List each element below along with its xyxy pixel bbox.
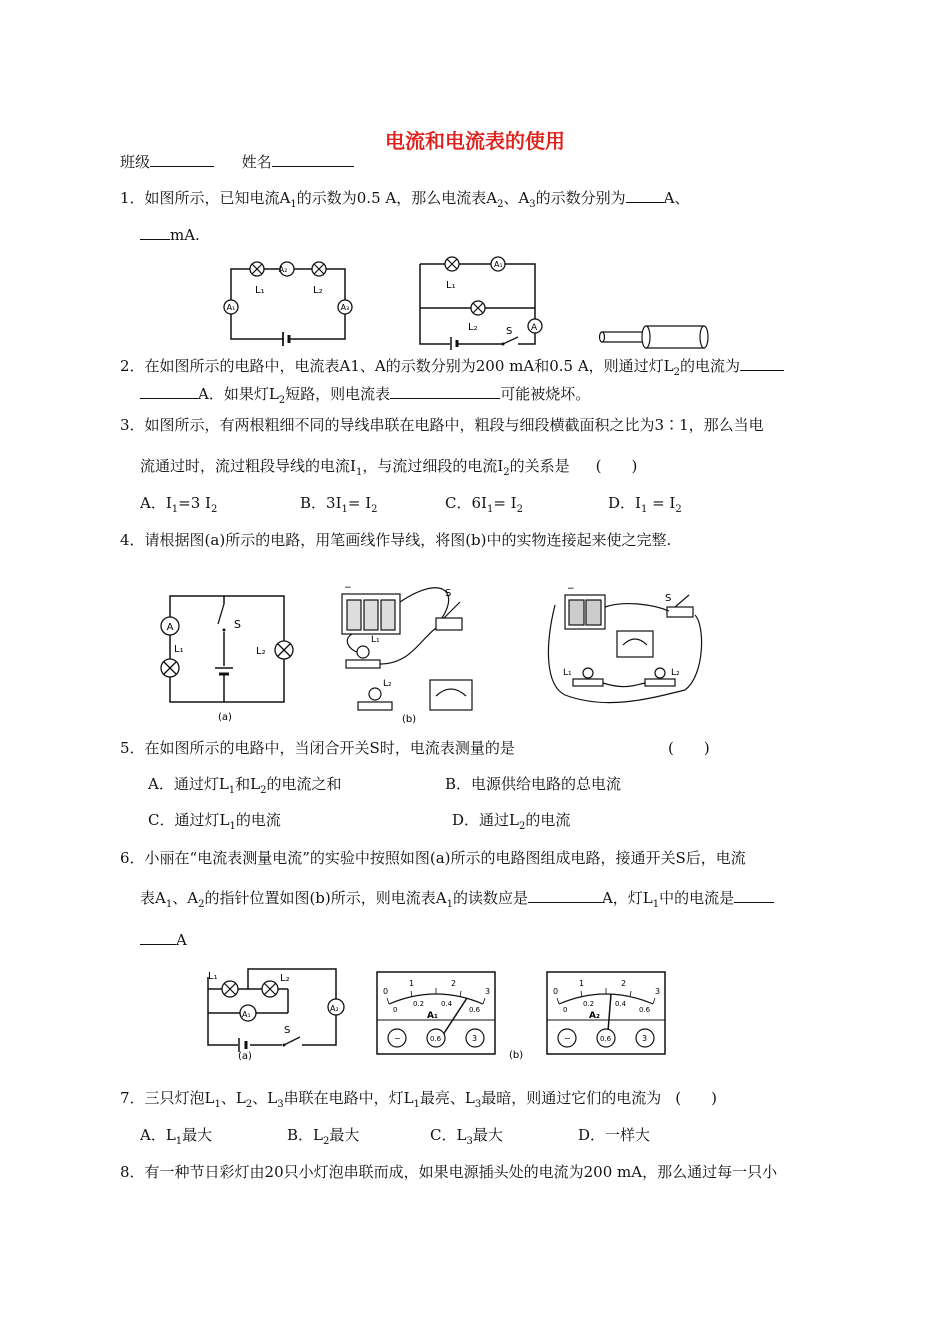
q4-number: 4． — [120, 531, 145, 549]
switch-S-label: S — [234, 618, 241, 631]
lamp-L1-label: L₁ — [371, 635, 380, 645]
ammeter-dial-A1 — [375, 970, 535, 1065]
sub: 2 — [322, 1136, 330, 1147]
sub: 2 — [503, 467, 510, 478]
sub: 1 — [446, 899, 453, 910]
q3-text: ，与流过细段的电流I — [362, 457, 504, 475]
q8-number: 8． — [120, 1163, 145, 1181]
ammeter-dial-A2 — [545, 970, 669, 1058]
lamp-L2-label: L₂ — [468, 322, 478, 333]
lamp-L1-label: L₁ — [446, 280, 456, 291]
lamp-L1-icon — [573, 679, 603, 686]
name-label: 姓名 — [241, 153, 272, 171]
q3-number: 3． — [120, 416, 145, 434]
sub: 1 — [290, 199, 297, 210]
sub: 2 — [673, 367, 681, 378]
lamp-L1-label: L₁ — [208, 971, 218, 982]
sub: 3 — [466, 1136, 473, 1147]
option-text: 的电流之和 — [266, 775, 342, 793]
q3-text: 如图所示，有两根粗细不同的导线串联在电路中，粗段与细段横截面积之比为3∶1，那么当电 — [144, 416, 764, 434]
q4-text: 请根据图(a)所示的电路，用笔画线作导线，将图(b)中的实物连接起来使之完整. — [144, 531, 672, 549]
page-title: 电流和电流表的使用 — [385, 129, 565, 153]
q3-conductor-figure — [598, 322, 708, 350]
name-blank[interactable] — [272, 152, 354, 167]
option-text: 最大 — [472, 1126, 503, 1144]
sub: 3 — [474, 1099, 482, 1110]
option-text: B．L — [287, 1126, 323, 1144]
q5-option-b[interactable]: B．电源供给电路的总电流 — [445, 775, 622, 793]
question-2 — [120, 356, 784, 383]
sub: 1 — [652, 899, 660, 910]
q3-text: 的关系是 — [509, 457, 570, 475]
q2-text: 的电流为 — [680, 357, 741, 375]
q6-blank-2b[interactable] — [140, 930, 176, 945]
question-6-cont — [140, 888, 774, 915]
q2-number: 2． — [120, 357, 145, 375]
q4-circuit-diagram-a — [158, 590, 298, 725]
q6-text: 的读数应是 — [452, 889, 528, 907]
option-text: 最大 — [182, 1126, 213, 1144]
q6-text: A，灯L — [601, 889, 653, 907]
question-6-cont2 — [140, 930, 187, 950]
q1-blank-1[interactable] — [626, 188, 664, 203]
figure-b-label: (b) — [402, 714, 417, 725]
question-8 — [120, 1162, 777, 1182]
q1-text: 、A — [503, 189, 530, 207]
option-text: A．L — [140, 1126, 176, 1144]
option-text: 的电流 — [235, 811, 281, 829]
q7-text: 、L — [220, 1089, 246, 1107]
q6-number: 6． — [120, 849, 145, 867]
q7-answer-paren[interactable]: ( ) — [675, 1089, 717, 1107]
scale-label: 3 — [655, 987, 661, 996]
lamp-L1-label: L₁ — [174, 644, 184, 655]
q7-option-a[interactable] — [140, 1125, 212, 1152]
q1-unit: A、 — [663, 189, 690, 207]
option-text: D．I — [608, 494, 641, 512]
ammeter-A1-label: A₁ — [226, 303, 236, 312]
sub: 1 — [413, 1099, 420, 1110]
sub: 2 — [371, 504, 378, 515]
sub: 1 — [171, 504, 179, 515]
scale-label: 1 — [409, 979, 415, 988]
scale-label: 0 — [563, 1006, 568, 1014]
ammeter-A2-label: A₂ — [278, 265, 288, 274]
option-text: =3 I — [178, 494, 211, 512]
scale-label: 1 — [579, 979, 585, 988]
option-text: 的电流 — [525, 811, 571, 829]
q1-text: 如图所示，已知电流A — [144, 189, 291, 207]
sub: 1 — [175, 1136, 183, 1147]
q6-circuit-diagram-a — [198, 965, 348, 1060]
q5-option-c[interactable] — [148, 810, 281, 837]
sub: 1 — [486, 504, 494, 515]
option-text: C．通过灯L — [148, 811, 230, 829]
sub: 1 — [640, 504, 648, 515]
lamp-L2-label: L₂ — [671, 668, 680, 678]
option-text: C．6I — [445, 494, 487, 512]
q7-number: 7． — [120, 1089, 145, 1107]
class-blank[interactable] — [150, 152, 214, 167]
terminal-label: 3 — [642, 1034, 648, 1043]
q1-number: 1． — [120, 189, 145, 207]
sub: 2 — [260, 785, 267, 796]
q6-text: 的指针位置如图(b)所示，则电流表A — [204, 889, 447, 907]
q2-blank-1a[interactable] — [740, 356, 784, 371]
lamp-L1-label: L₁ — [563, 668, 572, 678]
question-3 — [120, 415, 764, 435]
question-7 — [120, 1088, 717, 1115]
ammeter-A-label: A — [166, 622, 174, 633]
q2-text: 可能被烧坏。 — [500, 385, 591, 403]
ammeter-A-label: A — [531, 323, 538, 333]
switch-icon — [667, 607, 693, 617]
class-label: 班级 — [120, 153, 151, 171]
q5-option-a[interactable] — [148, 774, 342, 801]
sub: 1 — [355, 467, 363, 478]
scale-label: 0.6 — [639, 1006, 651, 1014]
q3-option-b[interactable] — [300, 493, 378, 520]
q6-blank-2a[interactable] — [734, 888, 774, 903]
q1-text: 的示数为0.5 A，那么电流表A — [296, 189, 498, 207]
option-text: C．L — [430, 1126, 467, 1144]
sub: 2 — [198, 899, 205, 910]
ammeter-A1-label: A₁ — [242, 1010, 251, 1019]
q2-text: A．如果灯L — [198, 385, 279, 403]
option-text: 最大 — [329, 1126, 360, 1144]
sub: 3 — [529, 199, 536, 210]
option-text: = I — [493, 494, 517, 512]
scale-label: 2 — [451, 979, 457, 988]
q7-option-c[interactable] — [430, 1125, 503, 1152]
switch-S-label: S — [284, 1025, 291, 1036]
q7-text: 最暗，则通过它们的电流为 — [481, 1089, 662, 1107]
sub: 2 — [210, 504, 218, 515]
lamp-L1-icon — [346, 660, 380, 668]
sub: 2 — [497, 199, 504, 210]
switch-S-label: S — [445, 588, 452, 599]
q3-option-a[interactable] — [140, 493, 217, 520]
sub: 2 — [516, 504, 523, 515]
question-4 — [120, 530, 671, 550]
q1-blank-2[interactable] — [140, 225, 170, 240]
scale-label: 0.4 — [441, 1000, 453, 1008]
option-text: 和L — [235, 775, 261, 793]
option-text: A．通过灯L — [148, 775, 229, 793]
q2-blank-2[interactable] — [390, 384, 500, 399]
ammeter-A2-label: A₂ — [330, 1004, 339, 1013]
lamp-L2-icon — [645, 679, 675, 686]
minus-terminal-label: − — [567, 584, 575, 594]
dial-A2-label: A₂ — [589, 1011, 600, 1021]
scale-label: 0 — [383, 987, 389, 996]
q6-text: 表A — [140, 889, 166, 907]
question-1-cont — [140, 225, 200, 245]
terminal-label: 0.6 — [430, 1035, 442, 1043]
sub: 1 — [165, 899, 173, 910]
terminal-label: 3 — [472, 1034, 478, 1043]
q2-parallel-circuit-figure — [410, 252, 545, 352]
q7-option-b[interactable] — [287, 1125, 359, 1152]
sub: 2 — [278, 395, 286, 406]
lamp-L2-icon — [358, 702, 392, 710]
question-6 — [120, 848, 746, 868]
scale-label: 2 — [621, 979, 627, 988]
sub: 1 — [229, 821, 236, 832]
sub: 1 — [341, 504, 348, 515]
option-text: = I — [347, 494, 372, 512]
option-text: B．3I — [300, 494, 342, 512]
q2-text: 短路，则电流表 — [285, 385, 391, 403]
option-text: D．通过L — [452, 811, 519, 829]
figure-a-label: (a) — [238, 1051, 252, 1062]
q3-option-d[interactable] — [608, 493, 682, 520]
q1-unit: mA. — [170, 226, 200, 244]
lamp-L2-label: L₂ — [313, 285, 323, 296]
minus-terminal-label: − — [344, 583, 352, 593]
lamp-L1-label: L₁ — [255, 285, 265, 296]
scale-label: 0.2 — [413, 1000, 425, 1008]
q3-text: 流通过时，流过粗段导线的电流I — [140, 457, 356, 475]
q5-text: 在如图所示的电路中，当闭合开关S时，电流表测量的是 — [144, 739, 515, 757]
scale-label: 0.4 — [615, 1000, 627, 1008]
q7-text: 三只灯泡L — [144, 1089, 215, 1107]
q3-answer-paren[interactable]: ( ) — [595, 457, 638, 475]
sub: 1 — [214, 1099, 221, 1110]
q6-text: 中的电流是 — [659, 889, 735, 907]
q2-text: 在如图所示的电路中，电流表A1、A的示数分别为200 mA和0.5 A，则通过灯L — [144, 357, 674, 375]
lamp-L2-label: L₂ — [383, 679, 392, 689]
q5-answer-paren[interactable]: ( ) — [668, 739, 710, 757]
q6-blank-1[interactable] — [528, 888, 602, 903]
figure-a-label: (a) — [218, 712, 232, 723]
scale-label: 0 — [553, 987, 559, 996]
question-5 — [120, 738, 515, 758]
sub: 2 — [675, 504, 682, 515]
option-text: A．I — [140, 494, 172, 512]
scale-label: 0 — [393, 1006, 398, 1014]
q5-number: 5． — [120, 739, 145, 757]
lamp-L2-label: L₂ — [256, 646, 266, 657]
sub: 1 — [228, 785, 236, 796]
q6-text: 小丽在“电流表测量电流”的实验中按照如图(a)所示的电路图组成电路，接通开关S后，电流 — [144, 849, 746, 867]
q7-option-d[interactable]: D．一样大 — [578, 1126, 651, 1144]
scale-label: 0.2 — [583, 1000, 595, 1008]
q5-option-d[interactable] — [452, 810, 570, 837]
q7-text: 最亮、L — [419, 1089, 475, 1107]
switch-S-label: S — [665, 593, 672, 604]
switch-S-label: S — [506, 326, 513, 337]
switch-icon — [436, 618, 462, 630]
ammeter-A1-label: A₁ — [494, 260, 503, 269]
question-3-cont — [140, 456, 637, 483]
student-info — [120, 152, 354, 172]
lamp-L2-label: L₂ — [280, 973, 290, 984]
sub: 2 — [519, 821, 526, 832]
q3-option-c[interactable] — [445, 493, 523, 520]
q6-text: 、A — [172, 889, 199, 907]
terminal-label: 0.6 — [600, 1035, 612, 1043]
q4-physical-components-b — [330, 580, 490, 725]
dial-A1-label: A₁ — [427, 1011, 438, 1021]
figure-b-label: (b) — [509, 1050, 524, 1061]
q1-text: 的示数分别为 — [535, 189, 626, 207]
scale-label: 3 — [485, 987, 491, 996]
ammeter-A3-label: A₃ — [340, 303, 350, 312]
option-text: = I — [647, 494, 676, 512]
question-1 — [120, 188, 690, 215]
terminal-label: − — [564, 1034, 571, 1043]
terminal-label: − — [394, 1034, 401, 1043]
q8-text: 有一种节日彩灯由20只小灯泡串联而成，如果电源插头处的电流为200 mA，那么通过每一只小 — [144, 1163, 778, 1181]
scale-label: 0.6 — [469, 1006, 481, 1014]
q2-blank-1b[interactable] — [140, 384, 198, 399]
q7-text: 串联在电路中，灯L — [283, 1089, 414, 1107]
q6-unit: A — [176, 931, 187, 949]
sub: 2 — [245, 1099, 253, 1110]
q1-series-circuit-figure — [215, 255, 355, 350]
q4-physical-circuit-completed — [545, 585, 705, 705]
question-2-cont — [140, 384, 590, 411]
sub: 3 — [277, 1099, 284, 1110]
q7-text: 、L — [252, 1089, 278, 1107]
